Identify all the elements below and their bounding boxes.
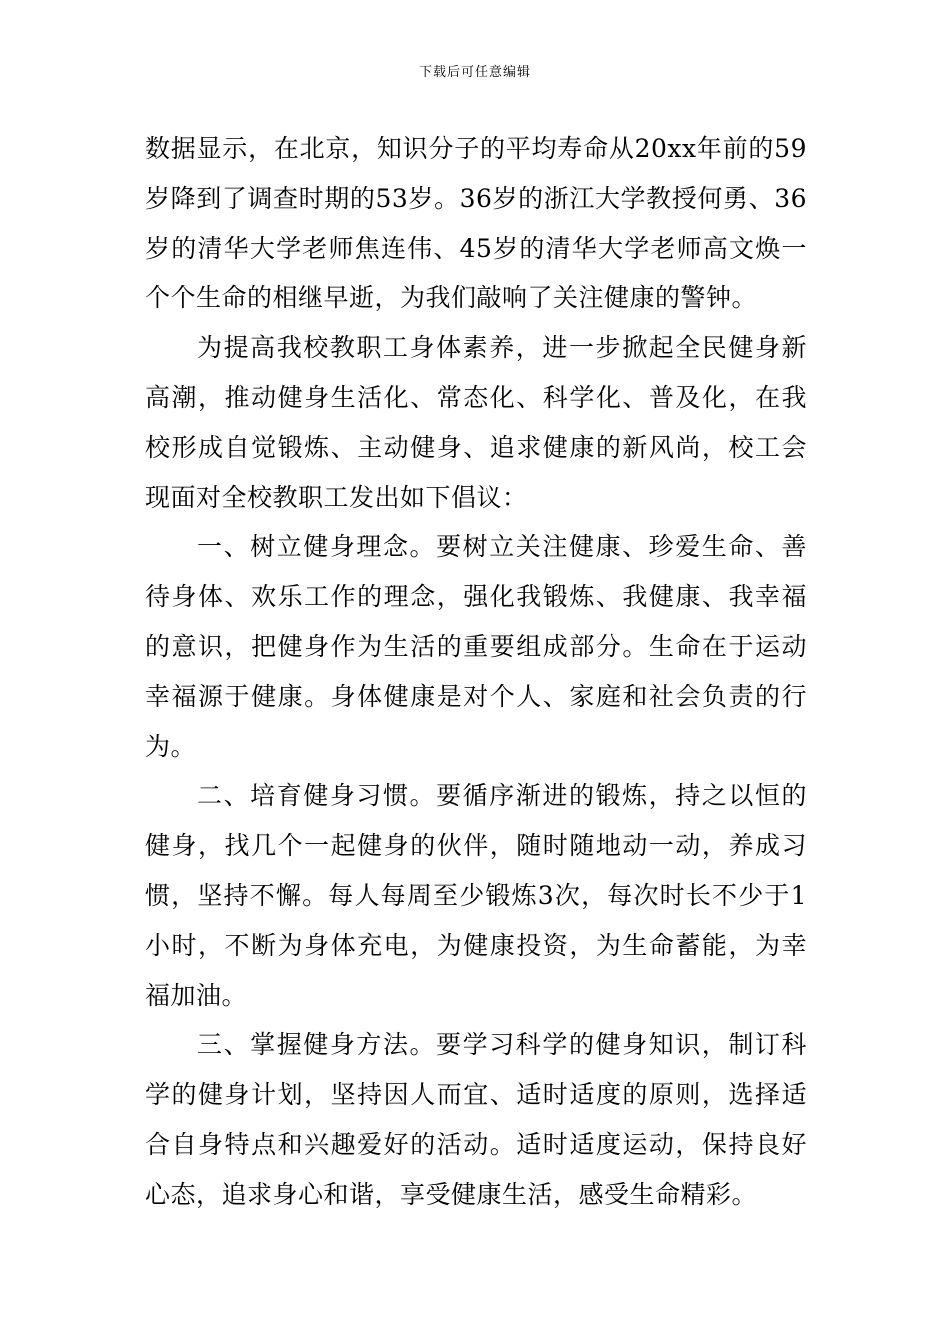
- paragraph-point-two: 二、培育健身习惯。要循序渐进的锻炼，持之以恒的健身，找几个一起健身的伙伴，随时随地动一动，养成习惯，坚持不懈。每人每周至少锻炼3次，每次时长不少于1小时，不断为身体充电，为健康投资，为生命蓄能，为幸福加油。: [145, 781, 807, 1010]
- header-note: 下载后可任意编辑: [418, 65, 531, 80]
- document-body: [145, 124, 807, 1220]
- paragraph-statistics: 数据显示，在北京，知识分子的平均寿命从20xx年前的59岁降到了调查时期的53岁。36岁的浙江大学教授何勇、36岁的清华大学老师焦连伟、45岁的清华大学老师高文焕一个个生命的相继早逝，为我们敲响了关注健康的警钟。: [145, 134, 807, 313]
- paragraph-point-one: 一、树立健身理念。要树立关注健康、珍爱生命、善待身体、欢乐工作的理念，强化我锻炼、我健康、我幸福的意识，把健身作为生活的重要组成部分。生命在于运动幸福源于健康。身体健康是对个人、家庭和社会负责的行为。: [145, 532, 807, 761]
- paragraph-initiative-intro: 为提高我校教职工身体素养，进一步掀起全民健身新高潮，推动健身生活化、常态化、科学化、普及化，在我校形成自觉锻炼、主动健身、追求健康的新风尚，校工会现面对全校教职工发出如下倡议：: [145, 333, 807, 512]
- paragraph-point-three: 三、掌握健身方法。要学习科学的健身知识，制订科学的健身计划，坚持因人而宜、适时适度的原则，选择适合自身特点和兴趣爱好的活动。适时适度运动，保持良好心态，追求身心和谐，享受健康生活，感受生命精彩。: [145, 1030, 807, 1209]
